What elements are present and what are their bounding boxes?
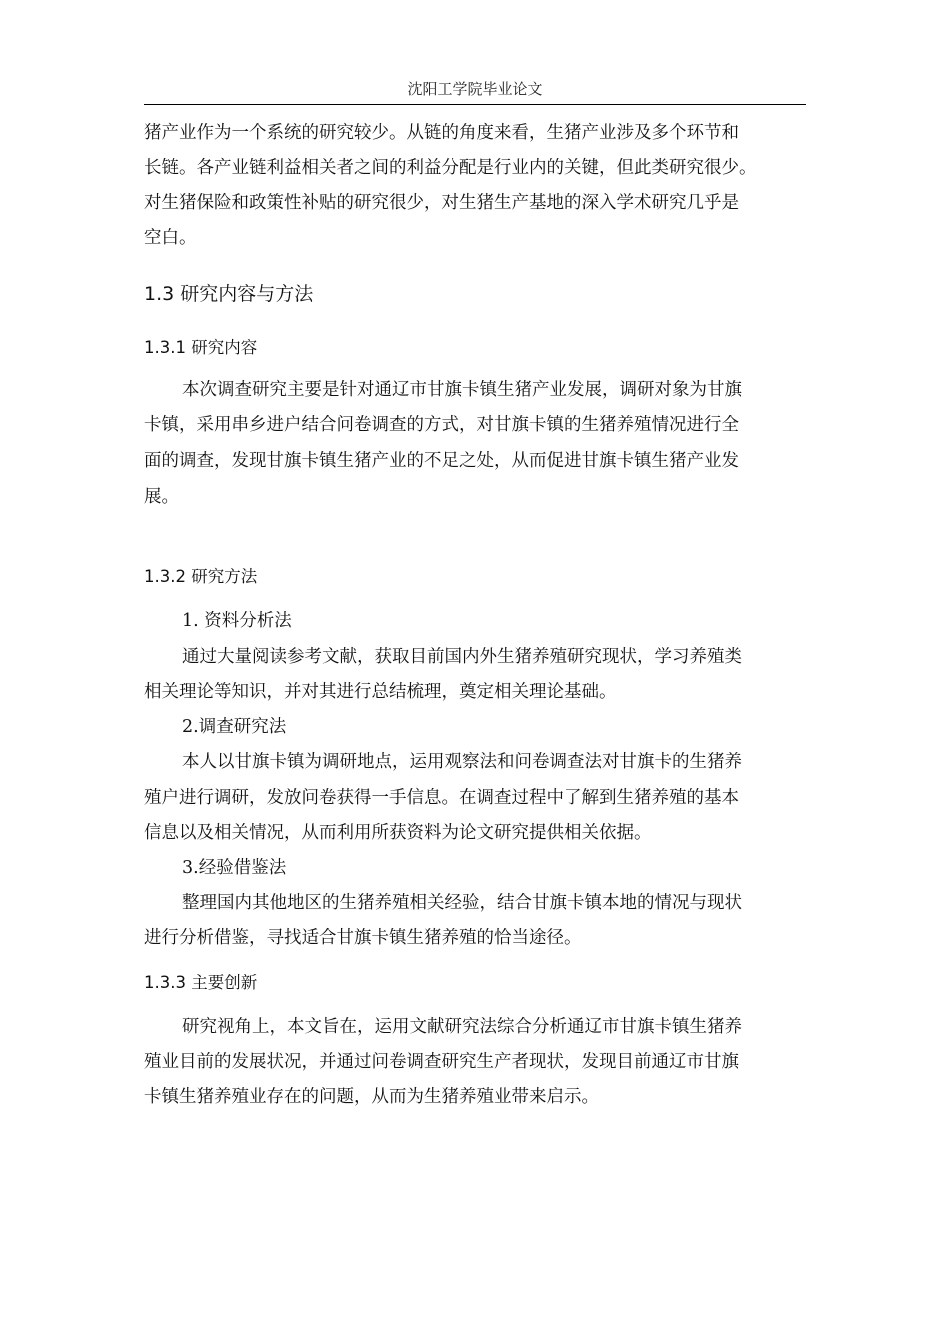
method-label: 2.调查研究法 <box>182 717 287 737</box>
paragraph-line: 空白。 <box>144 228 197 248</box>
paragraph-line: 进行分析借鉴，寻找适合甘旗卡镇生猪养殖的恰当途径。 <box>144 928 582 948</box>
paragraph-line: 本人以甘旗卡镇为调研地点，运用观察法和问卷调查法对甘旗卡的生猪养 <box>182 752 742 772</box>
section-heading-1-3: 1.3 研究内容与方法 <box>144 283 314 305</box>
paragraph-line: 相关理论等知识，并对其进行总结梳理，奠定相关理论基础。 <box>144 682 617 702</box>
method-label: 1. 资料分析法 <box>182 611 292 631</box>
header-divider <box>144 104 806 105</box>
section-heading-1-3-1: 1.3.1 研究内容 <box>144 338 258 357</box>
paragraph-line: 通过大量阅读参考文献，获取目前国内外生猪养殖研究现状，学习养殖类 <box>182 647 742 667</box>
header-title: 沈阳工学院毕业论文 <box>407 80 543 98</box>
section-heading-1-3-2: 1.3.2 研究方法 <box>144 567 258 586</box>
paragraph-line: 展。 <box>144 487 179 507</box>
paragraph-line: 面的调查，发现甘旗卡镇生猪产业的不足之处，从而促进甘旗卡镇生猪产业发 <box>144 451 739 471</box>
paragraph-line: 猪产业作为一个系统的研究较少。从链的角度来看，生猪产业涉及多个环节和 <box>144 123 739 143</box>
paragraph-line: 殖户进行调研，发放问卷获得一手信息。在调查过程中了解到生猪养殖的基本 <box>144 788 739 808</box>
paragraph-line: 卡镇，采用串乡进户结合问卷调查的方式，对甘旗卡镇的生猪养殖情况进行全 <box>144 415 739 435</box>
paragraph-line: 信息以及相关情况，从而利用所获资料为论文研究提供相关依据。 <box>144 823 652 843</box>
paragraph-line: 对生猪保险和政策性补贴的研究很少，对生猪生产基地的深入学术研究几乎是 <box>144 193 739 213</box>
paragraph-line: 整理国内其他地区的生猪养殖相关经验，结合甘旗卡镇本地的情况与现状 <box>182 893 742 913</box>
section-heading-1-3-3: 1.3.3 主要创新 <box>144 973 258 992</box>
method-label: 3.经验借鉴法 <box>182 858 287 878</box>
paragraph-line: 长链。各产业链利益相关者之间的利益分配是行业内的关键，但此类研究很少。 <box>144 158 757 178</box>
paragraph-line: 卡镇生猪养殖业存在的问题，从而为生猪养殖业带来启示。 <box>144 1087 599 1107</box>
paragraph-line: 研究视角上，本文旨在，运用文献研究法综合分析通辽市甘旗卡镇生猪养 <box>182 1017 742 1037</box>
paragraph-line: 本次调查研究主要是针对通辽市甘旗卡镇生猪产业发展，调研对象为甘旗 <box>182 380 742 400</box>
paragraph-line: 殖业目前的发展状况，并通过问卷调查研究生产者现状，发现目前通辽市甘旗 <box>144 1052 739 1072</box>
